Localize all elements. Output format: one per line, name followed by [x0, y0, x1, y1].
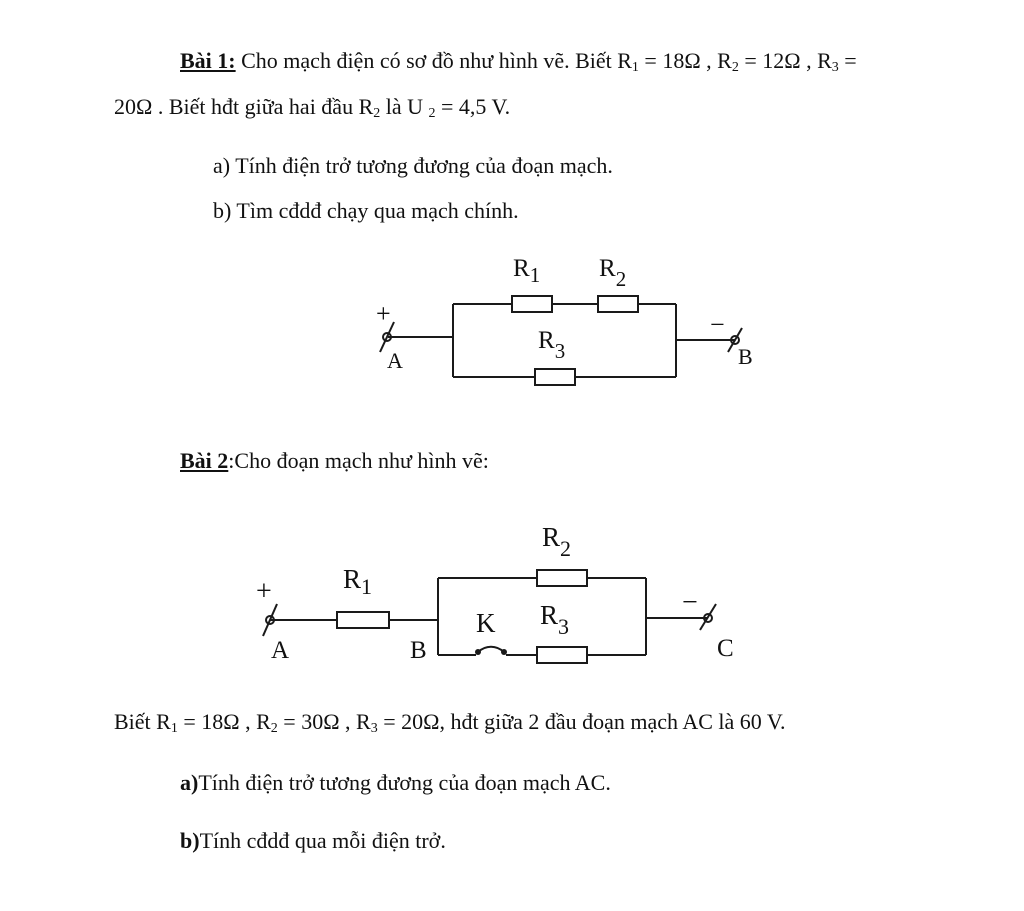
bai1-question-b: b) Tìm cđdđ chạy qua mạch chính. — [213, 198, 519, 223]
c2-switch-label: K — [476, 608, 496, 638]
c2-node-b: B — [410, 637, 427, 664]
c2-node-c: C — [717, 635, 734, 662]
c1-node-a: A — [387, 348, 403, 373]
c1-resistor-r1 — [512, 296, 552, 312]
bai1-line1: Bài 1: Cho mạch điện có sơ đồ như hình vẽ. Biết $R_1 = 18\Omega$ , $R_2 = 12\Omega$ , $R_3$ = — [180, 48, 857, 75]
bai2-question-b: b)Tính cđdđ qua mỗi điện trở. — [180, 828, 446, 853]
c2-node-a: A — [271, 637, 290, 664]
bai1-heading: Bài 1: — [180, 48, 236, 73]
bai1-line2: 20Ω . Biết hđt giữa hai đầu $R_2$ là U $_2$ = 4,5 V. — [114, 94, 511, 121]
c2-label-r2: $R_2$ — [542, 522, 572, 561]
c2-minus-sign: − — [682, 587, 698, 618]
c1-node-b: B — [738, 344, 753, 369]
circuit-2 — [256, 522, 734, 664]
c2-label-r1: $R_1$ — [343, 564, 373, 599]
c2-resistor-r2 — [537, 570, 587, 586]
c1-resistor-r3 — [535, 369, 575, 385]
bai2-given-line: Biết $R_1 = 18\Omega$ , $R_2 = 30\Omega$ , $R_3 = 20\Omega$, hđt giữa 2 đầu đoạn mạch AC là 60 V. — [114, 709, 786, 736]
c2-resistor-r1 — [337, 612, 389, 628]
bai2-title-line: Bài 2:Cho đoạn mạch như hình vẽ: — [180, 448, 489, 473]
c2-resistor-r3 — [537, 647, 587, 663]
bai1-question-a: a) Tính điện trở tương đương của đoạn mạch. — [213, 153, 613, 178]
bai2-heading: Bài 2 — [180, 448, 229, 473]
c1-label-r2: $R_2$ — [599, 255, 627, 291]
c1-plus-sign: + — [376, 299, 391, 328]
c2-label-r3: $R_3$ — [540, 600, 570, 639]
bai2-question-a: a)Tính điện trở tương đương của đoạn mạch AC. — [180, 770, 611, 795]
c1-label-r1: $R_1$ — [513, 255, 541, 287]
c2-switch-k — [475, 647, 507, 655]
c1-resistor-r2 — [598, 296, 638, 312]
c1-minus-sign: − — [710, 310, 725, 339]
c2-plus-sign: + — [256, 576, 272, 607]
c1-label-r3: $R_3$ — [538, 327, 566, 363]
circuit-1 — [376, 255, 753, 385]
